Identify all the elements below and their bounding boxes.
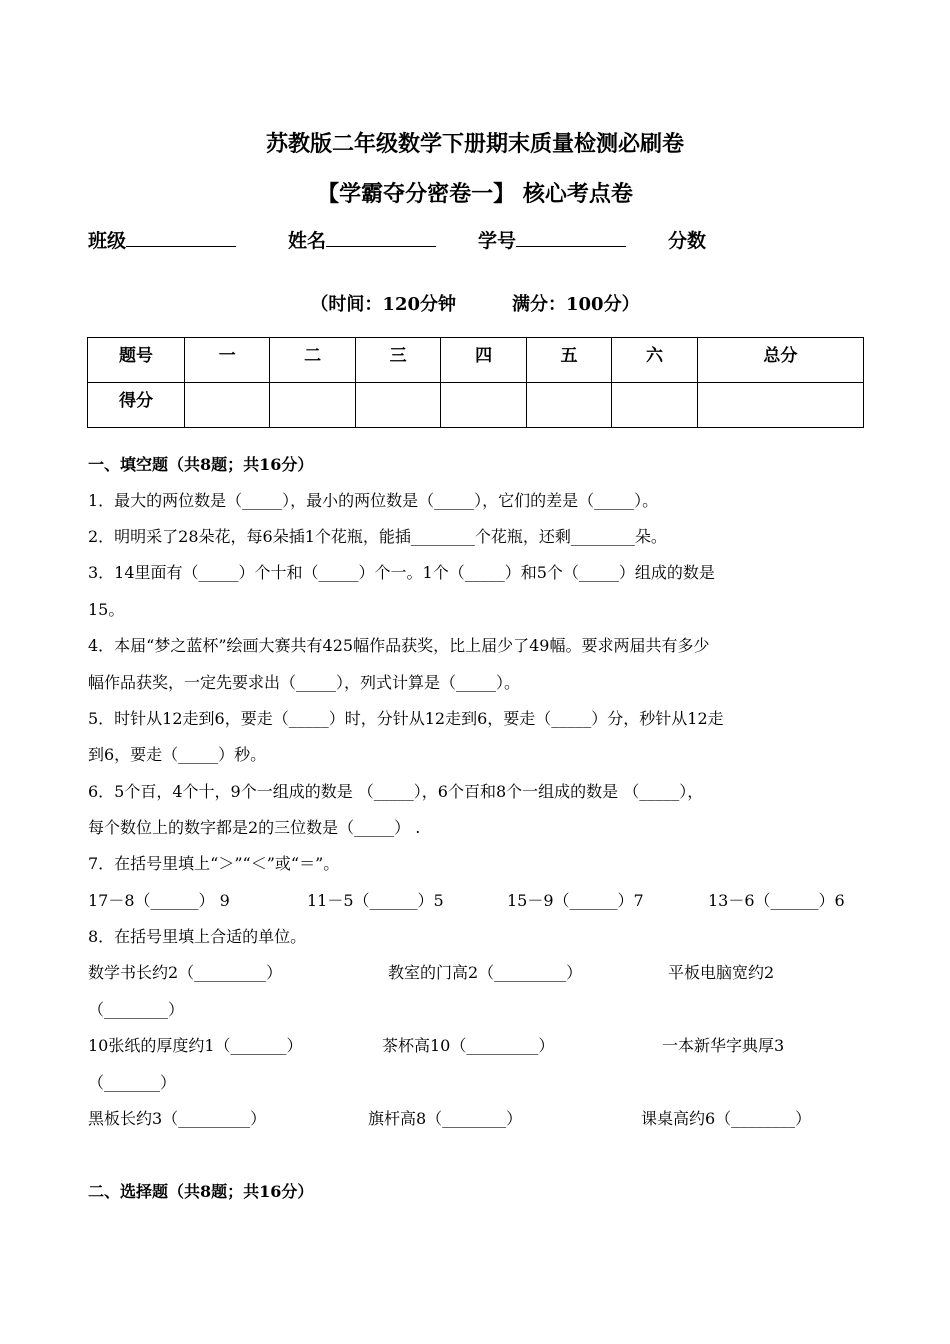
unit-item: 旗杆高8（________） <box>368 1109 523 1128</box>
score-input-cell[interactable] <box>185 383 270 428</box>
compare-item: 15－9（______）7 <box>507 891 644 910</box>
question-line: 15。 <box>88 600 125 619</box>
unit-item: 教室的门高2（_________） <box>388 963 583 982</box>
id-label: 学号 <box>478 230 517 252</box>
table-cell: 一 <box>185 338 270 383</box>
name-blank[interactable] <box>326 226 436 247</box>
full-score: 满分：100分） <box>512 294 640 315</box>
unit-item: （________） <box>88 1000 185 1019</box>
score-input-cell[interactable] <box>526 383 611 428</box>
score-input-cell[interactable] <box>355 383 440 428</box>
class-field[interactable] <box>88 226 236 253</box>
question-line: 1．最大的两位数是（_____），最小的两位数是（_____），它们的差是（_____）。 <box>88 491 659 510</box>
table-cell: 得分 <box>88 383 185 428</box>
score-label: 分数 <box>668 230 707 252</box>
exam-info <box>0 290 950 316</box>
question-line: 4．本届“梦之蓝杯”绘画大赛共有425幅作品获奖，比上届少了49幅。要求两届共有多少 <box>88 636 710 655</box>
unit-item: 茶杯高10（_________） <box>382 1036 555 1055</box>
id-blank[interactable] <box>516 226 626 247</box>
question-line: 到6，要走（_____）秒。 <box>88 745 267 764</box>
time-info: （时间：120分钟 <box>310 294 456 315</box>
class-blank[interactable] <box>126 226 236 247</box>
question-line: 每个数位上的数字都是2的三位数是（_____） . <box>88 818 421 837</box>
table-cell: 六 <box>612 338 697 383</box>
table-cell: 四 <box>441 338 526 383</box>
table-cell: 五 <box>526 338 611 383</box>
unit-item: 课桌高约6（________） <box>641 1109 812 1128</box>
score-table-score-row <box>88 383 864 428</box>
name-field[interactable] <box>288 226 436 253</box>
question-line: 3．14里面有（_____）个十和（_____）个一。1个（_____）和5个（_____）组成的数是 <box>88 563 715 582</box>
question-line: 8．在括号里填上合适的单位。 <box>88 927 307 946</box>
id-field[interactable] <box>478 226 626 253</box>
score-input-cell[interactable] <box>612 383 697 428</box>
question-line: 7．在括号里填上“＞”“＜”或“＝”。 <box>88 854 340 873</box>
question-line: 幅作品获奖，一定先要求出（_____），列式计算是（_____）。 <box>88 673 521 692</box>
page-title: 苏教版二年级数学下册期末质量检测必刷卷 <box>265 131 684 157</box>
unit-item: （_______） <box>88 1073 177 1092</box>
score-table <box>87 337 864 428</box>
unit-item: 黑板长约3（_________） <box>88 1109 267 1128</box>
compare-item: 17－8（______） 9 <box>88 891 230 910</box>
score-input-cell[interactable] <box>270 383 355 428</box>
compare-item: 13－6（______）6 <box>708 891 845 910</box>
unit-item: 一本新华字典厚3 <box>662 1036 785 1055</box>
question-line: 6．5个百，4个十，9个一组成的数是 （_____），6个百和8个一组成的数是 （_____）， <box>88 782 704 801</box>
page-subtitle: 【学霸夺分密卷一】 核心考点卷 <box>317 181 633 207</box>
unit-item: 数学书长约2（_________） <box>88 963 283 982</box>
question-line: 5．时针从12走到6，要走（_____）时，分针从12走到6，要走（_____）分，秒针从12走 <box>88 709 724 728</box>
unit-item: 10张纸的厚度约1（_______） <box>88 1036 303 1055</box>
name-label: 姓名 <box>288 230 327 252</box>
compare-item: 11－5（______）5 <box>307 891 444 910</box>
score-input-cell[interactable] <box>697 383 863 428</box>
score-input-cell[interactable] <box>441 383 526 428</box>
section-heading: 二、选择题（共8题；共16分） <box>88 1182 314 1201</box>
class-label: 班级 <box>88 230 127 252</box>
question-line: 2．明明采了28朵花，每6朵插1个花瓶，能插________个花瓶，还剩________朵。 <box>88 527 667 546</box>
table-cell: 二 <box>270 338 355 383</box>
table-cell: 题号 <box>88 338 185 383</box>
score-table-header-row <box>88 338 864 383</box>
unit-item: 平板电脑宽约2 <box>668 963 775 982</box>
table-cell: 三 <box>355 338 440 383</box>
table-cell: 总分 <box>697 338 863 383</box>
section-heading: 一、填空题（共8题；共16分） <box>88 455 314 474</box>
